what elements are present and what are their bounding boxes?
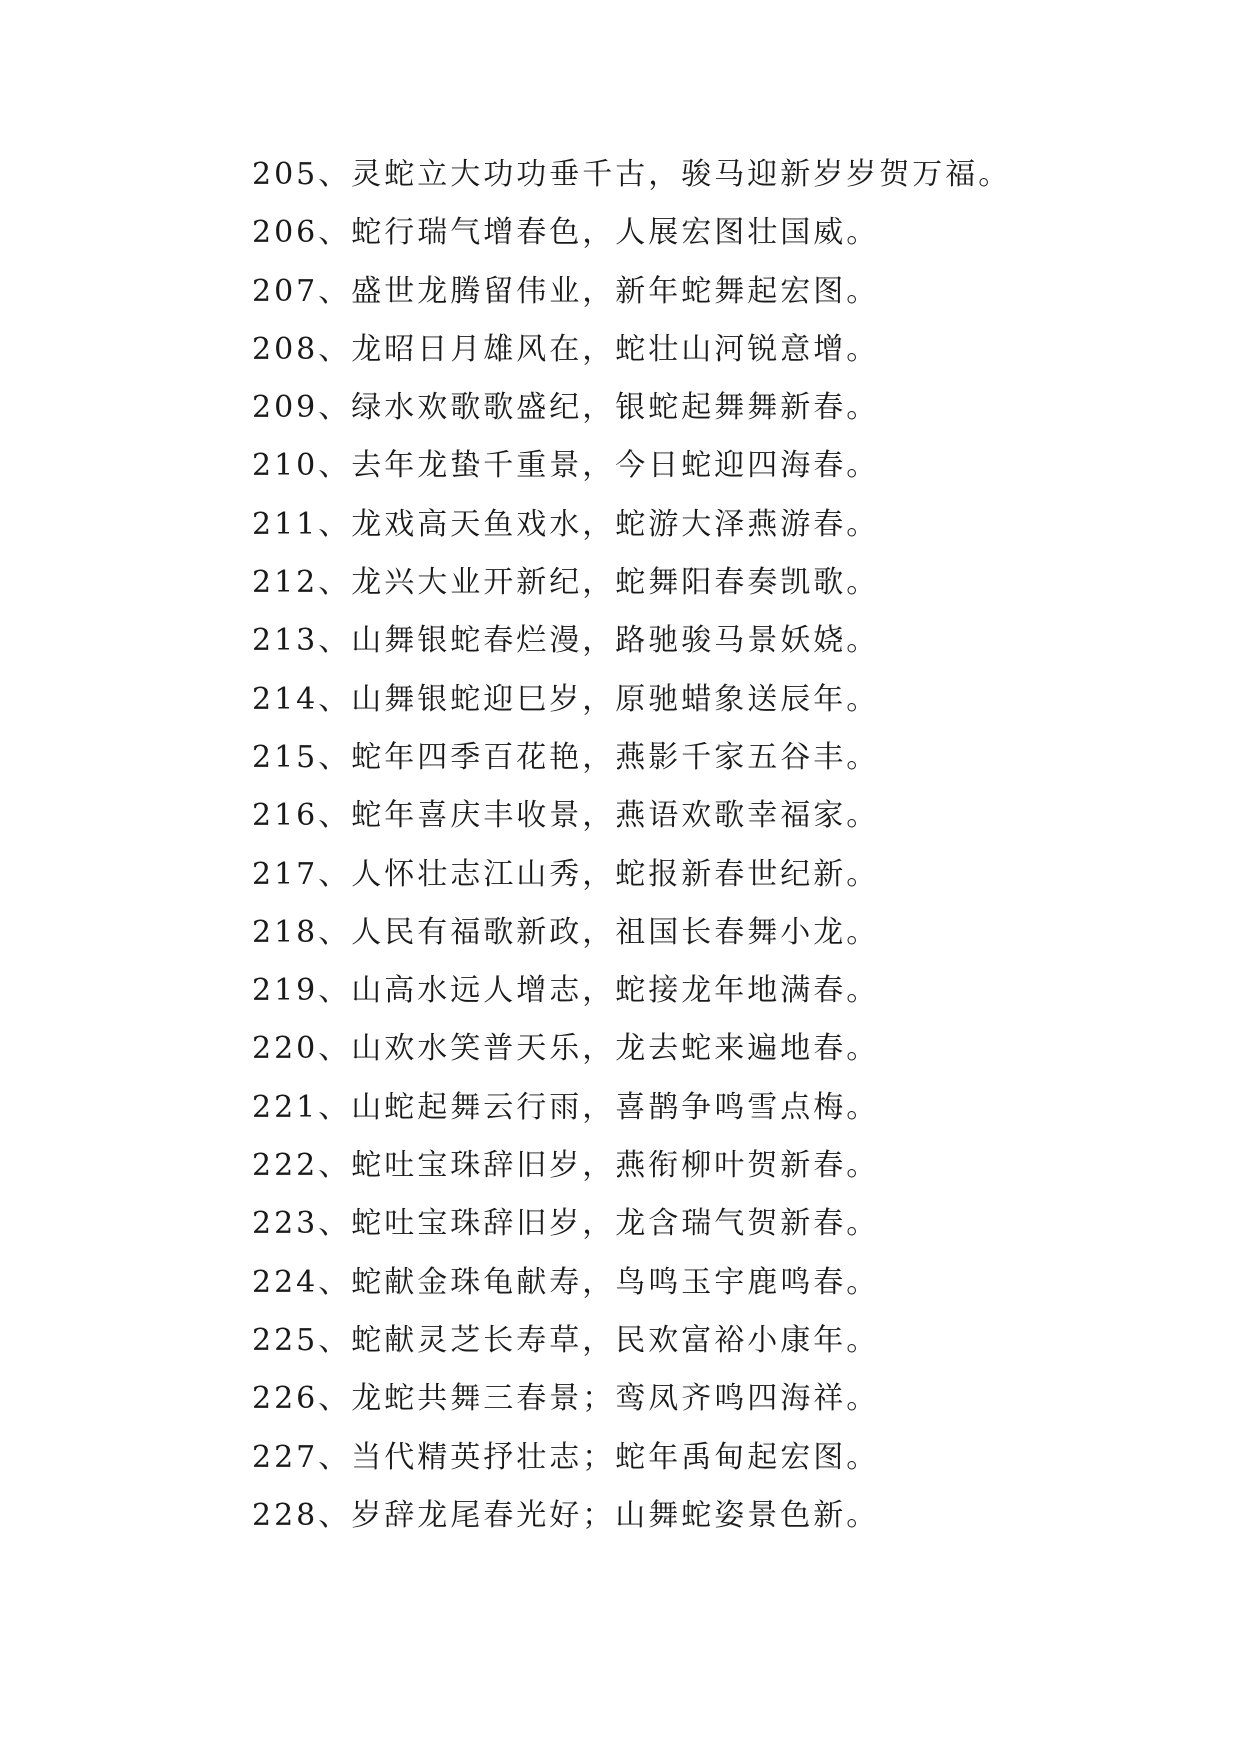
couplet-line: 215、蛇年四季百花艳，燕影千家五谷丰。 bbox=[252, 739, 880, 775]
couplet-line: 208、龙昭日月雄风在，蛇壮山河锐意增。 bbox=[252, 331, 880, 367]
couplet-line: 225、蛇献灵芝长寿草，民欢富裕小康年。 bbox=[252, 1322, 880, 1358]
couplet-line: 211、龙戏高天鱼戏水，蛇游大泽燕游春。 bbox=[252, 506, 880, 542]
couplet-line: 217、人怀壮志江山秀，蛇报新春世纪新。 bbox=[252, 856, 880, 892]
couplet-line: 219、山高水远人增志，蛇接龙年地满春。 bbox=[252, 973, 880, 1009]
couplet-line: 214、山舞银蛇迎巳岁，原驰蜡象送辰年。 bbox=[252, 681, 880, 717]
couplet-line: 207、盛世龙腾留伟业，新年蛇舞起宏图。 bbox=[252, 273, 880, 309]
couplet-line: 228、岁辞龙尾春光好；山舞蛇姿景色新。 bbox=[252, 1497, 880, 1533]
couplet-line: 209、绿水欢歌歌盛纪，银蛇起舞舞新春。 bbox=[252, 390, 880, 426]
couplet-line: 224、蛇献金珠龟献寿，鸟鸣玉宇鹿鸣春。 bbox=[252, 1264, 880, 1300]
couplet-line: 210、去年龙蛰千重景，今日蛇迎四海春。 bbox=[252, 448, 880, 484]
couplet-line: 218、人民有福歌新政，祖国长春舞小龙。 bbox=[252, 914, 880, 950]
couplet-line: 212、龙兴大业开新纪，蛇舞阳春奏凯歌。 bbox=[252, 565, 880, 601]
couplet-line: 221、山蛇起舞云行雨，喜鹊争鸣雪点梅。 bbox=[252, 1089, 880, 1125]
couplet-line: 227、当代精英抒壮志；蛇年禹甸起宏图。 bbox=[252, 1439, 880, 1475]
couplet-line: 223、蛇吐宝珠辞旧岁，龙含瑞气贺新春。 bbox=[252, 1206, 880, 1242]
couplet-list bbox=[252, 157, 1212, 1559]
couplet-line: 226、龙蛇共舞三春景；鸾凤齐鸣四海祥。 bbox=[252, 1381, 880, 1417]
couplet-line: 213、山舞银蛇春烂漫，路驰骏马景妖娆。 bbox=[252, 623, 880, 659]
couplet-line: 220、山欢水笑普天乐，龙去蛇来遍地春。 bbox=[252, 1031, 880, 1067]
couplet-line: 205、灵蛇立大功功垂千古，骏马迎新岁岁贺万福。 bbox=[252, 157, 1012, 192]
couplet-line: 222、蛇吐宝珠辞旧岁，燕衔柳叶贺新春。 bbox=[252, 1148, 880, 1184]
couplet-line: 206、蛇行瑞气增春色，人展宏图壮国威。 bbox=[252, 215, 880, 251]
couplet-line: 216、蛇年喜庆丰收景，燕语欢歌幸福家。 bbox=[252, 798, 880, 834]
